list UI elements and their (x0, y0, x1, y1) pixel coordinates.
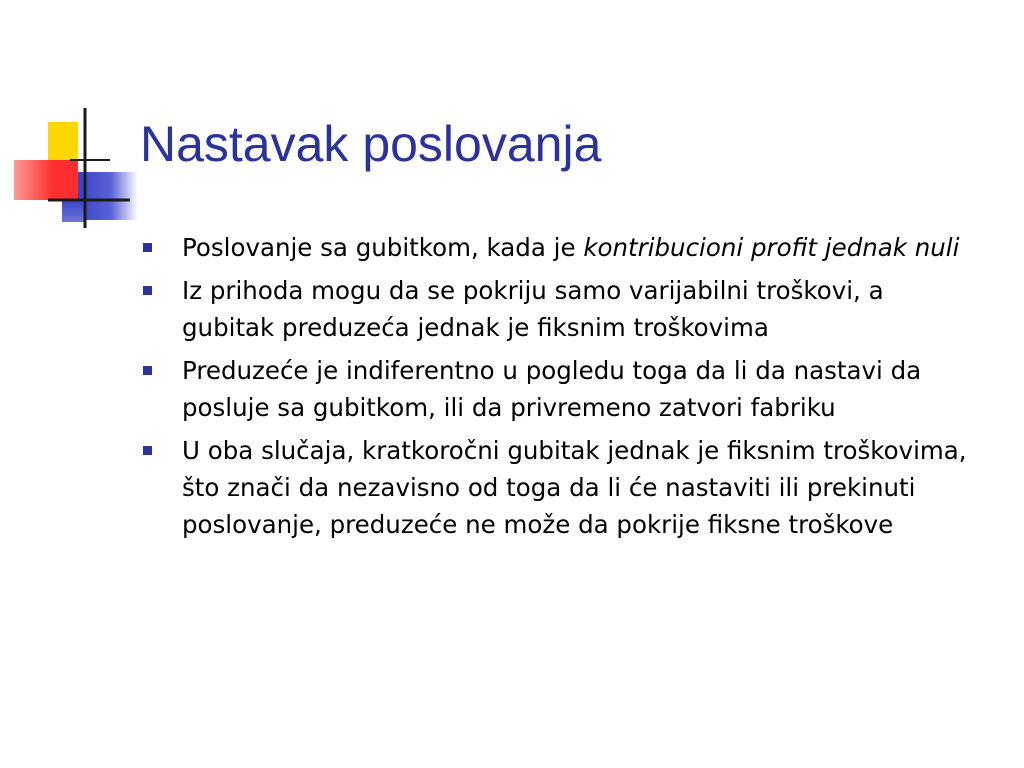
decorative-squares-icon (0, 0, 140, 240)
bullet-list (143, 229, 983, 549)
list-item (143, 432, 983, 543)
list-item (143, 229, 983, 266)
bullet-emphasis: kontribucioni profit jednak nuli (583, 233, 960, 262)
bullet-text: Preduzeće je indiferentno u pogledu toga da li da nastavi da posluje sa gubitkom, ili da privremeno zatvori fabriku (182, 356, 922, 422)
list-item (143, 272, 983, 346)
bullet-square-icon (143, 366, 152, 375)
bullet-text: U oba slučaja, kratkoročni gubitak jednak je fiksnim troškovima, što znači da nezavisno od toga da li će nastaviti ili prekinuti poslovanje, preduzeće ne može da pokrije fiksne troškove (182, 436, 967, 539)
slide-title: Nastavak poslovanja (140, 116, 602, 172)
bullet-square-icon (143, 243, 152, 252)
list-item (143, 352, 983, 426)
bullet-square-icon (143, 446, 152, 455)
bullet-square-icon (143, 286, 152, 295)
bullet-text: Iz prihoda mogu da se pokriju samo varijabilni troškovi, a gubitak preduzeća jednak je fiksnim troškovima (182, 276, 884, 342)
bullet-text: Poslovanje sa gubitkom, kada je kontribucioni profit jednak nuli (182, 233, 960, 262)
